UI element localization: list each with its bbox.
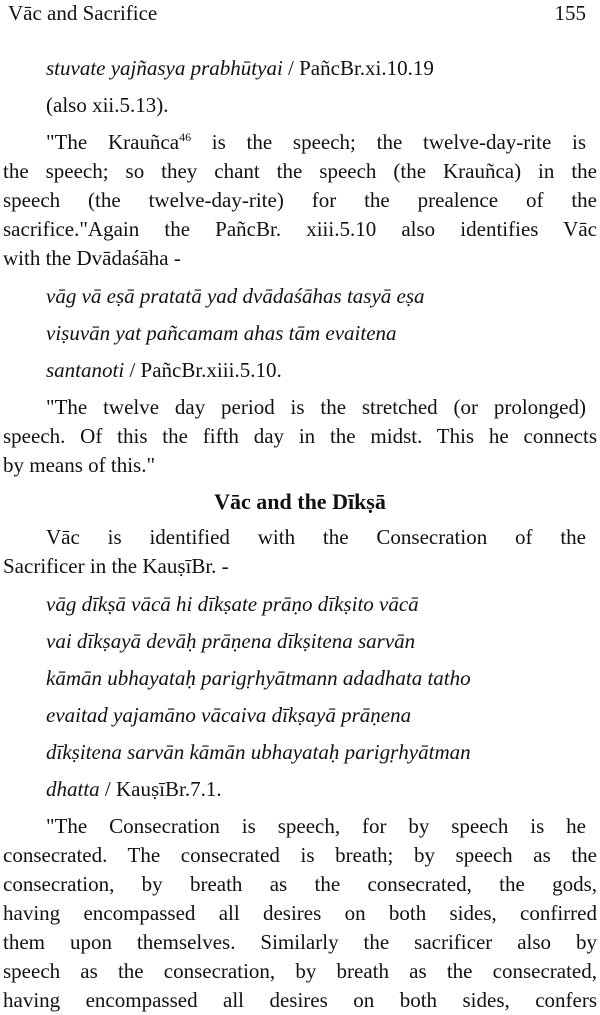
paragraph-line: sacrifice."Again the PañcBr. xiii.5.10 also identifies Vāc	[3, 217, 597, 241]
paragraph-line: with the Dvādaśāha -	[3, 246, 181, 270]
verse-line: kāmān ubhayataḥ parigṛhyātmann adadhata tatho	[46, 666, 471, 690]
paragraph-line: having encompassed all desires on both sides, confirred	[3, 901, 597, 925]
page-number: 155	[554, 1, 586, 25]
verse-reference: / PañcBr.xiii.5.10.	[124, 358, 282, 382]
verse-line: evaitad yajamāno vācaiva dīkṣayā prāṇena	[46, 703, 412, 727]
footnote-marker: 46	[179, 130, 192, 144]
verse-line: vāg vā eṣā pratatā yad dvādaśāhas tasyā eṣa	[46, 284, 425, 308]
verse-line: viṣuvān yat pañcamam ahas tām evaitena	[46, 321, 397, 345]
paragraph-line: speech (the twelve-day-rite) for the prealence of the	[3, 188, 597, 212]
running-title: Vāc and Sacrifice	[8, 1, 158, 25]
paragraph-line: them upon themselves. Similarly the sacrificer also by	[3, 930, 597, 954]
paragraph-line: Vāc is identified with the Consecration of the	[46, 525, 586, 549]
paragraph-line: by means of this."	[3, 453, 156, 477]
paragraph-line: "The twelve day period is the stretched (or prolonged)	[46, 395, 586, 419]
paragraph-line: consecrated. The consecrated is breath; by speech as the	[3, 843, 597, 867]
running-header	[8, 0, 586, 26]
verse-line: santanoti / PañcBr.xiii.5.10.	[46, 358, 282, 382]
text-line: (also xii.5.13).	[46, 93, 169, 117]
paragraph-line: Sacrificer in the KauṣīBr. -	[3, 554, 229, 578]
section-heading: Vāc and the Dīkṣā	[214, 489, 386, 514]
verse-line: dhatta / KauṣīBr.7.1.	[46, 777, 222, 801]
verse-line: vai dīkṣayā devāḥ prāṇena dīkṣitena sarvān	[46, 629, 416, 653]
verse-line: vāg dīkṣā vācā hi dīkṣate prāṇo dīkṣito vācā	[46, 592, 419, 616]
verse-reference: / KauṣīBr.7.1.	[99, 777, 222, 801]
verse-line: stuvate yajñasya prabhūtyai / PañcBr.xi.10.19	[46, 56, 434, 80]
paragraph-line: "The Krauñca$^{46}$ is the speech; the twelve-day-rite is	[46, 130, 587, 154]
paragraph-line: speech. Of this the fifth day in the midst. This he connects	[3, 424, 597, 448]
paragraph-line: having encompassed all desires on both sides, confers	[3, 988, 597, 1012]
verse-line: dīkṣitena sarvān kāmān ubhayataḥ parigṛhyātman	[46, 740, 471, 764]
paragraph-line: speech as the consecration, by breath as the consecrated,	[3, 959, 597, 983]
paragraph-line: consecration, by breath as the consecrated, the gods,	[3, 872, 597, 896]
paragraph-line: the speech; so they chant the speech (the Krauñca) in the	[3, 159, 597, 183]
paragraph-line: "The Consecration is speech, for by speech is he	[46, 814, 586, 838]
verse-reference: / PañcBr.xi.10.19	[282, 56, 434, 80]
